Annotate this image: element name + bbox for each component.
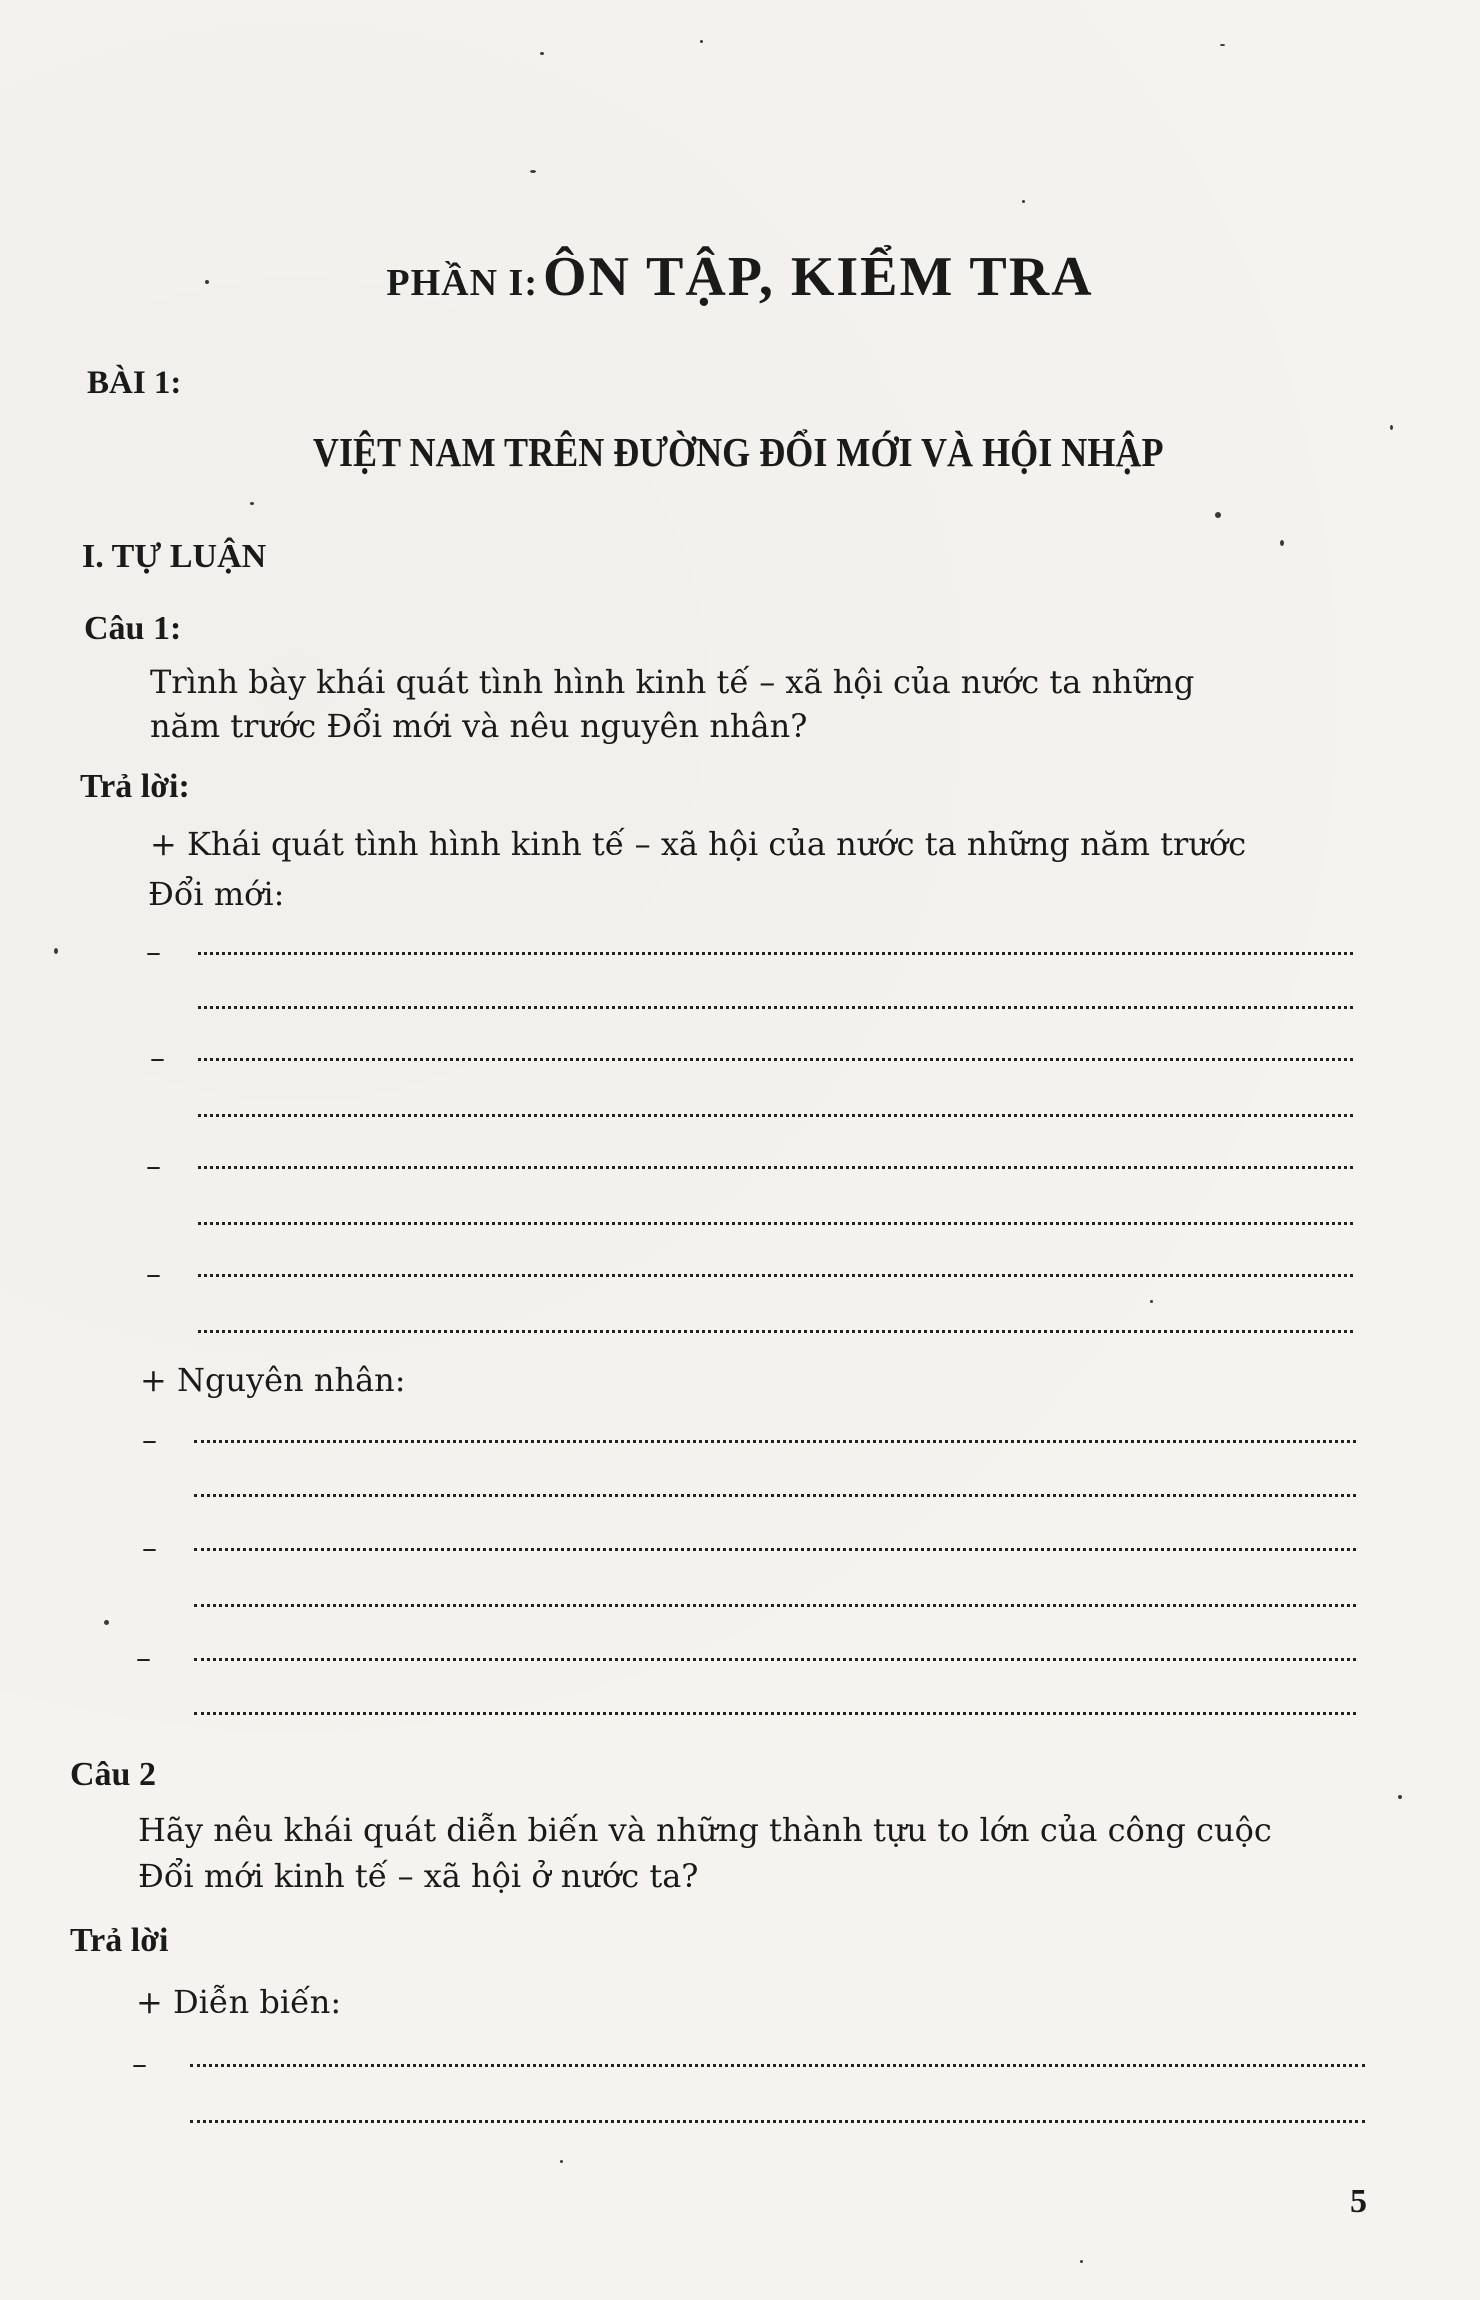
- answer-line[interactable]: [198, 1166, 1353, 1169]
- bullet-dash: –: [146, 1149, 161, 1184]
- part-heading: ÔN TẬP, KIỂM TRA: [542, 246, 1094, 308]
- paper-speck: [560, 2160, 563, 2163]
- answer-1-part1-line2: Đổi mới:: [148, 875, 285, 913]
- part-prefix: PHẦN I:: [386, 262, 538, 304]
- question-2-text-line2: Đổi mới kinh tế – xã hội ở nước ta?: [138, 1857, 699, 1895]
- answer-2-part1-label: + Diễn biến:: [136, 1983, 342, 2021]
- answer-line[interactable]: [194, 1604, 1356, 1607]
- question-1-label: Câu 1:: [84, 610, 182, 647]
- answer-line[interactable]: [194, 1494, 1356, 1497]
- answer-line[interactable]: [198, 1114, 1353, 1117]
- lesson-title: VIỆT NAM TRÊN ĐƯỜNG ĐỔI MỚI VÀ HỘI NHẬP: [312, 429, 1164, 475]
- part-title: [0, 245, 1480, 309]
- answer-1-label: Trả lời:: [80, 768, 190, 805]
- answer-line[interactable]: [194, 1548, 1356, 1551]
- paper-speck: [1080, 2260, 1083, 2263]
- answer-1-part2-label: + Nguyên nhân:: [140, 1361, 406, 1399]
- bullet-dash: –: [150, 1041, 165, 1076]
- answer-2-label: Trả lời: [70, 1922, 169, 1959]
- answer-line[interactable]: [198, 952, 1353, 955]
- question-1-text-line2: năm trước Đổi mới và nêu nguyên nhân?: [150, 707, 808, 745]
- paper-speck: [1398, 1795, 1402, 1799]
- answer-line[interactable]: [198, 1330, 1353, 1333]
- paper-speck: [104, 1620, 109, 1625]
- section-title: I. TỰ LUẬN: [82, 538, 267, 575]
- bullet-dash: –: [142, 1423, 157, 1458]
- question-1-text-line1: Trình bày khái quát tình hình kinh tế – xã hội của nước ta những: [150, 663, 1195, 701]
- paper-speck: [54, 948, 58, 954]
- paper-speck: [1022, 200, 1025, 203]
- answer-1-part1-line1: + Khái quát tình hình kinh tế – xã hội của nước ta những năm trước: [150, 825, 1247, 863]
- question-2-text-line1: Hãy nêu khái quát diễn biến và những thành tựu to lớn của công cuộc: [138, 1811, 1272, 1849]
- bullet-dash: –: [146, 1257, 161, 1292]
- answer-line[interactable]: [194, 1712, 1356, 1715]
- paper-speck: [700, 40, 703, 43]
- answer-line[interactable]: [198, 1274, 1353, 1277]
- paper-speck: [1280, 540, 1284, 546]
- answer-line[interactable]: [190, 2064, 1365, 2067]
- paper-speck: [540, 52, 544, 55]
- question-2-label: Câu 2: [70, 1756, 156, 1793]
- answer-line[interactable]: [198, 1222, 1353, 1225]
- bullet-dash: –: [146, 935, 161, 970]
- paper-speck: [1390, 425, 1393, 430]
- lesson-label: BÀI 1:: [87, 365, 182, 401]
- paper-speck: [1150, 1300, 1153, 1303]
- answer-line[interactable]: [198, 1058, 1353, 1061]
- paper-speck: [1220, 44, 1225, 46]
- bullet-dash: –: [142, 1531, 157, 1566]
- answer-line[interactable]: [194, 1658, 1356, 1661]
- answer-line[interactable]: [190, 2120, 1365, 2123]
- bullet-dash: –: [136, 1641, 151, 1676]
- paper-speck: [1215, 512, 1221, 518]
- answer-line[interactable]: [198, 1006, 1353, 1009]
- paper-speck: [250, 502, 254, 505]
- page-number: 5: [1350, 2183, 1367, 2220]
- answer-line[interactable]: [194, 1440, 1356, 1443]
- paper-speck: [530, 170, 536, 173]
- bullet-dash: –: [132, 2047, 147, 2082]
